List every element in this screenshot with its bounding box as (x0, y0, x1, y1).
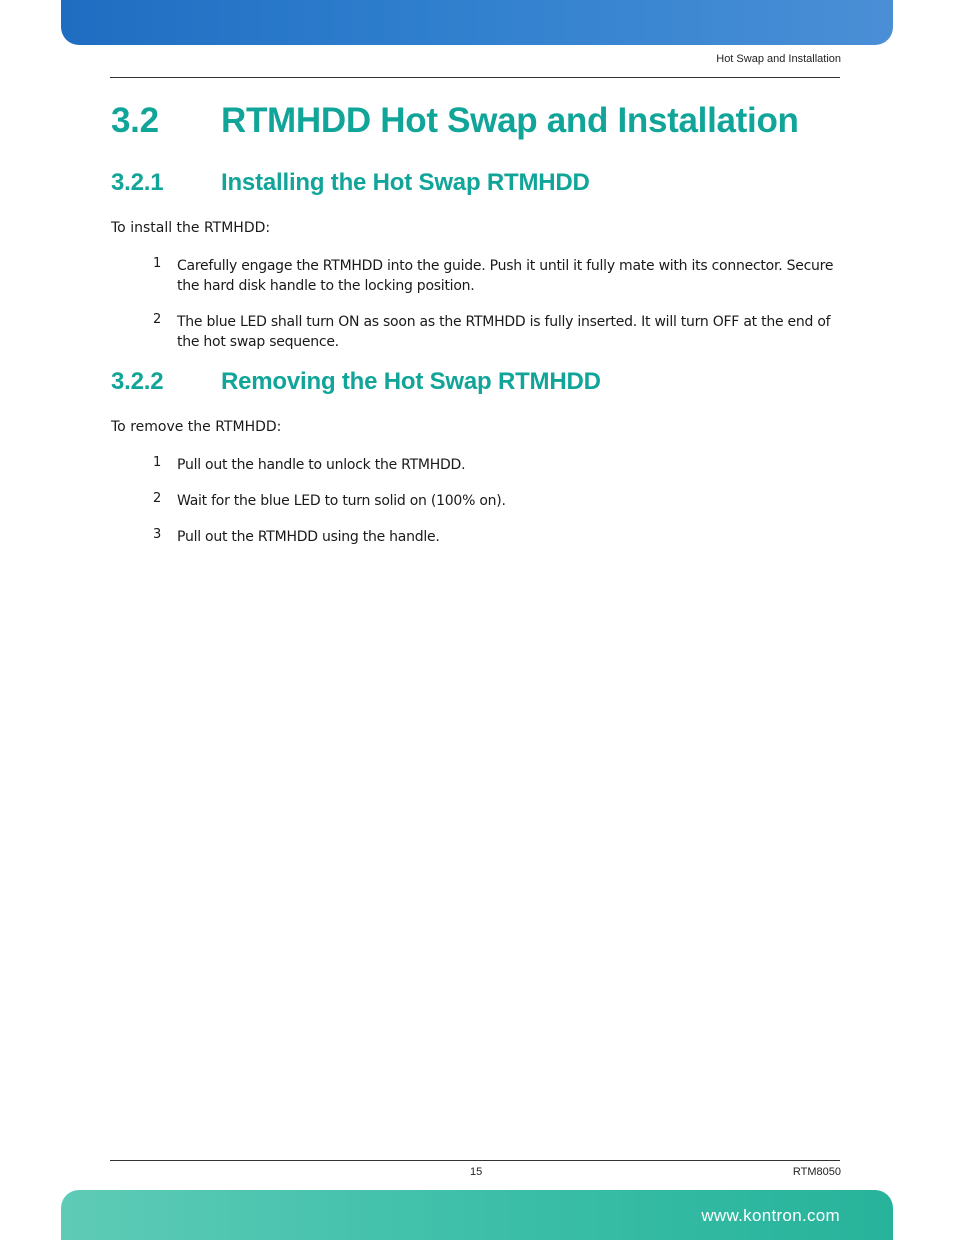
bottom-banner (61, 1190, 893, 1240)
header-divider (110, 77, 840, 78)
step-text: Wait for the blue LED to turn solid on (100% on). (177, 493, 506, 509)
remove-intro: To remove the RTMHDD: (111, 419, 282, 435)
running-header: Hot Swap and Installation (716, 53, 841, 65)
step-number: 2 (153, 491, 162, 506)
section-number: 3.2 (111, 101, 159, 140)
step-number: 1 (153, 256, 162, 271)
section-title: RTMHDD Hot Swap and Installation (221, 101, 799, 140)
section-heading (111, 101, 799, 141)
step-number: 2 (153, 312, 162, 327)
step-number: 3 (153, 527, 162, 542)
subsection-number: 3.2.1 (111, 169, 164, 196)
step-text: Pull out the RTMHDD using the handle. (177, 529, 440, 545)
step-text: Pull out the handle to unlock the RTMHDD. (177, 457, 466, 473)
subsection-title: Removing the Hot Swap RTMHDD (221, 368, 601, 395)
footer-divider (110, 1160, 840, 1161)
subsection-heading-removing (111, 368, 601, 396)
subsection-title: Installing the Hot Swap RTMHDD (221, 169, 590, 196)
step-number: 1 (153, 455, 162, 470)
footer-url-link[interactable]: www.kontron.com (701, 1206, 840, 1225)
subsection-heading-installing (111, 169, 590, 197)
top-banner (61, 0, 893, 45)
step-text: Carefully engage the RTMHDD into the guide. Push it until it fully mate with its connector. Secure the hard disk handle to the locking position. (177, 258, 834, 294)
page-number: 15 (470, 1166, 483, 1178)
subsection-number: 3.2.2 (111, 368, 164, 395)
document-id: RTM8050 (792, 1166, 841, 1178)
install-intro: To install the RTMHDD: (111, 220, 271, 236)
step-text: The blue LED shall turn ON as soon as the RTMHDD is fully inserted. It will turn OFF at the end of the hot swap sequence. (177, 314, 831, 350)
